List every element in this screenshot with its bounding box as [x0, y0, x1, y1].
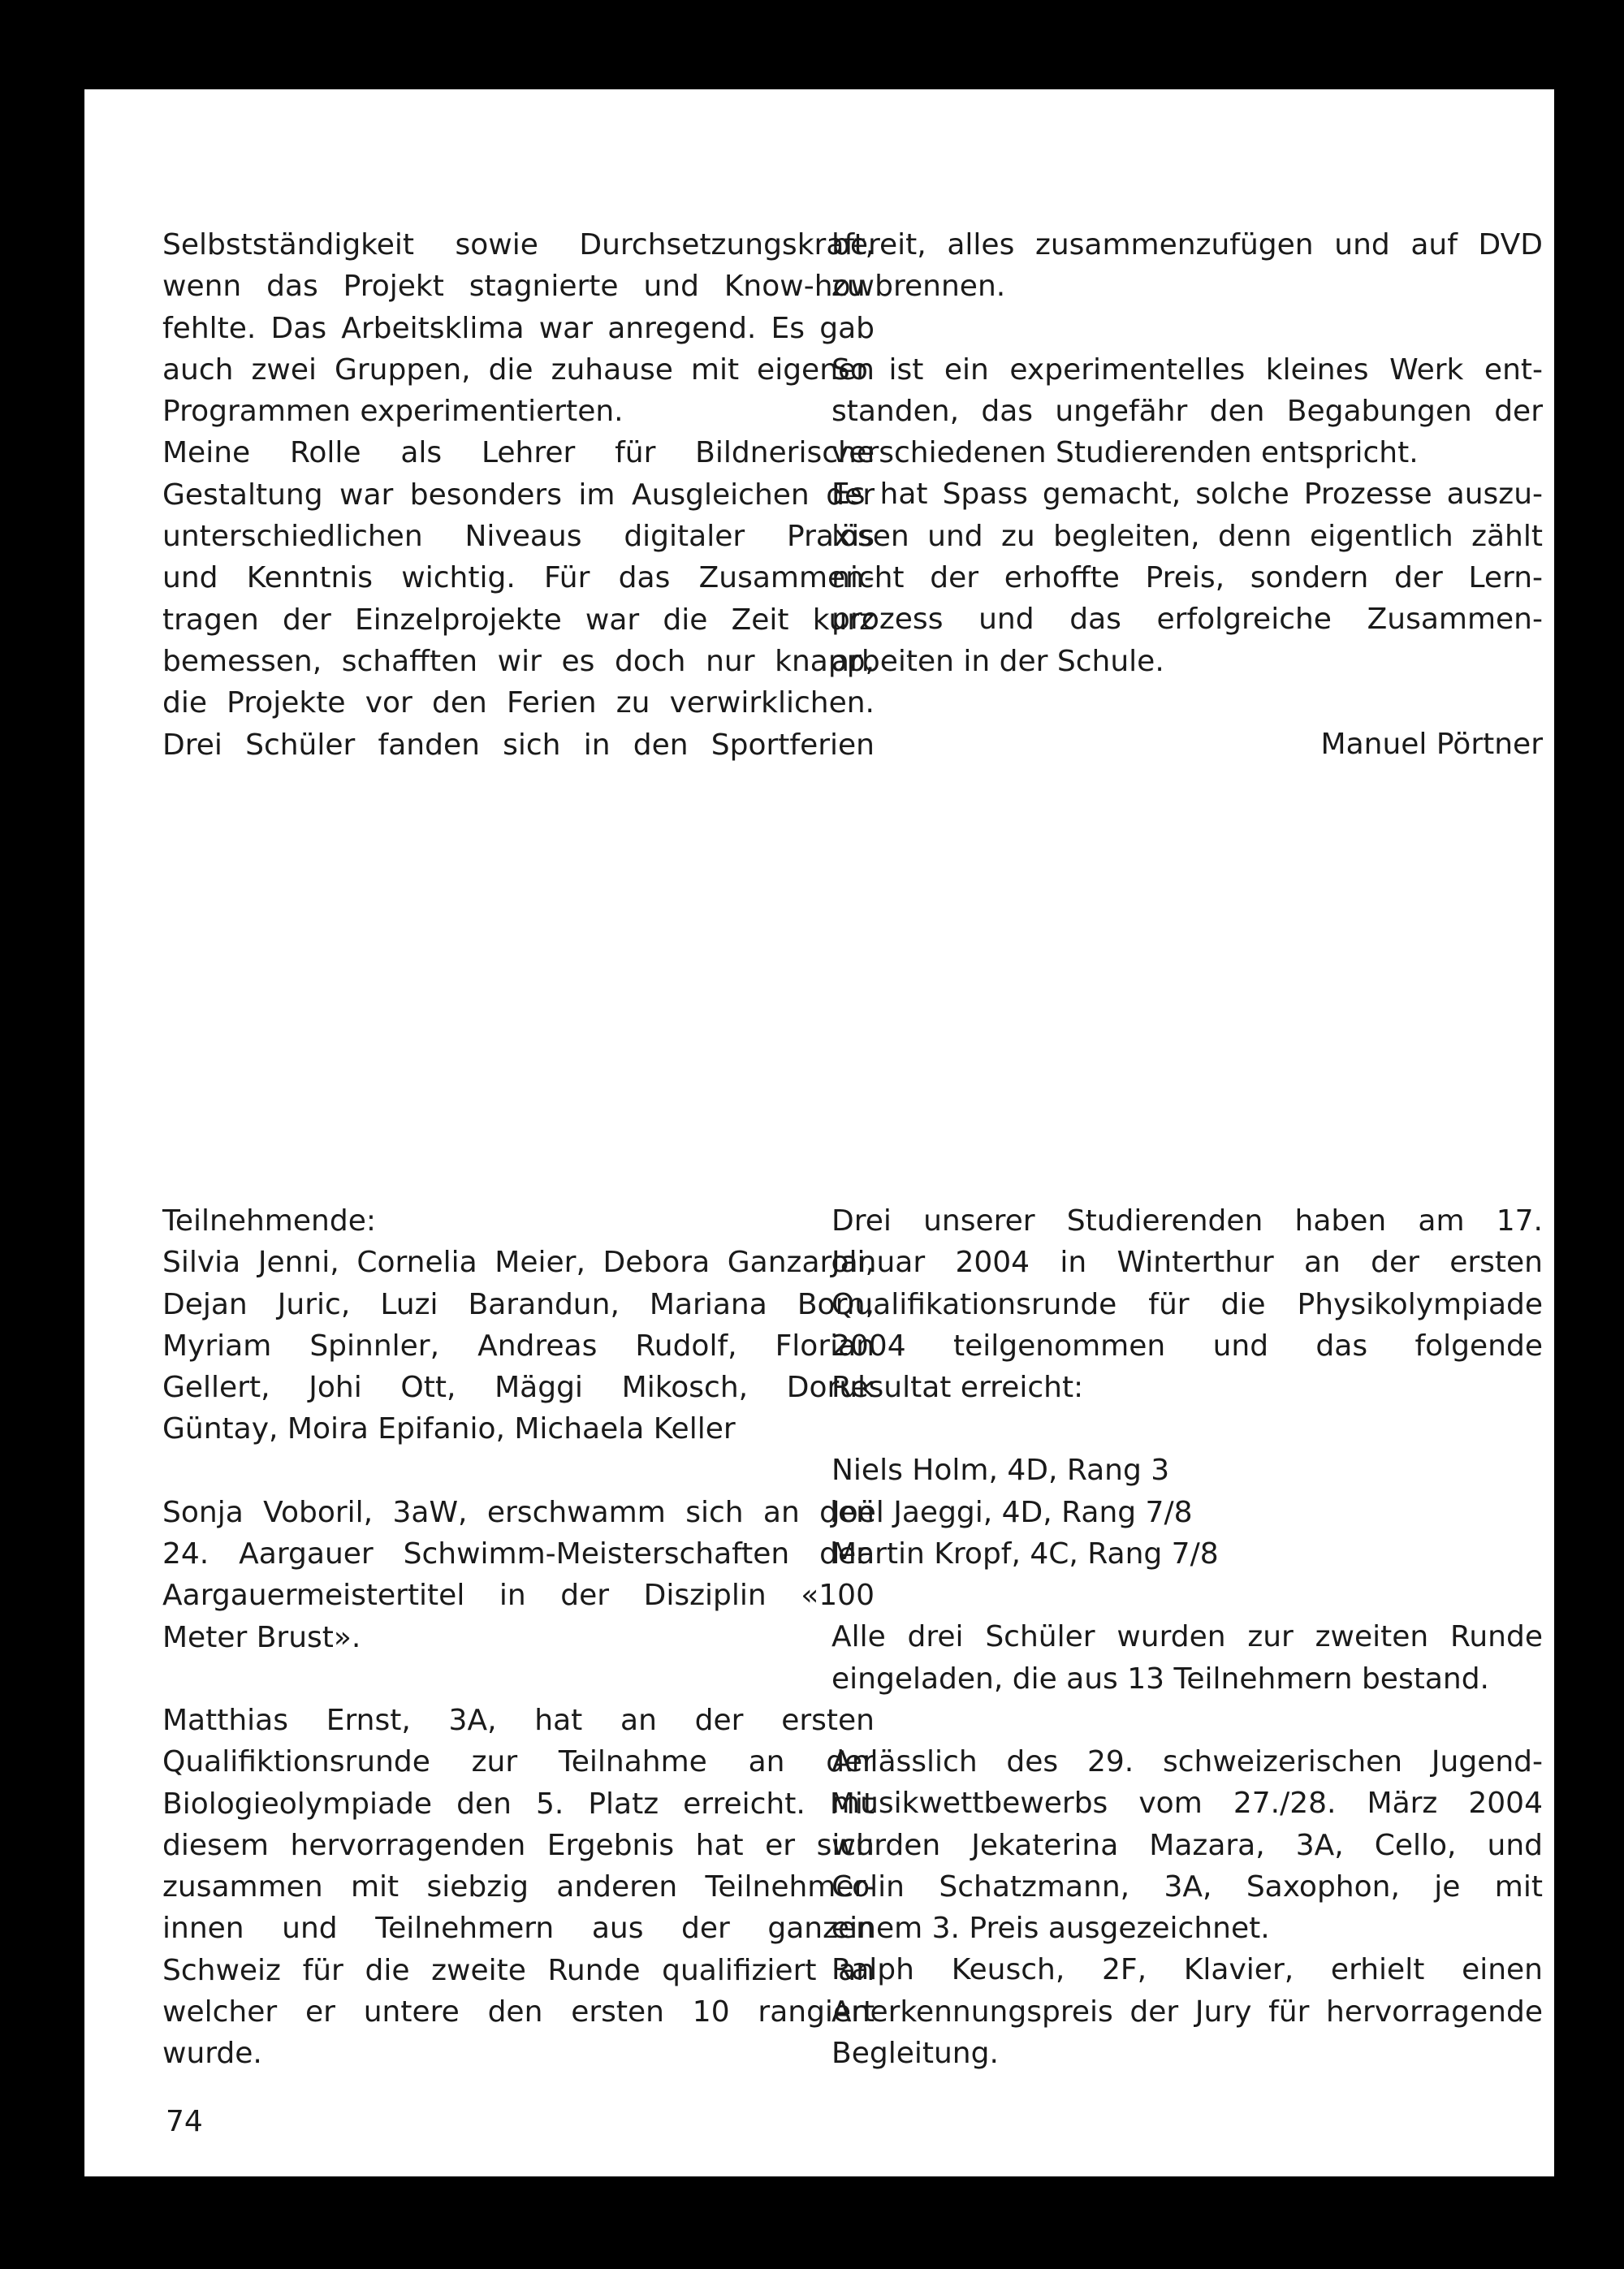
- text-line: nicht der erhoffte Preis, sondern der Lern-: [831, 561, 1543, 595]
- text-line: arbeiten in der Schule.: [831, 644, 1164, 678]
- text-line: Qualifiktionsrunde zur Teilnahme an der: [162, 1745, 875, 1779]
- text-line: Biologieolympiade den 5. Platz erreicht. Mit: [162, 1787, 875, 1821]
- text-line: Meine Rolle als Lehrer für Bildnerische: [162, 436, 875, 470]
- result-line: Martin Kropf, 4C, Rang 7/8: [831, 1537, 1219, 1571]
- text-line: diesem hervorragenden Ergebnis hat er sich: [162, 1828, 875, 1862]
- text-line: lösen und zu begleiten, denn eigentlich zählt: [831, 519, 1543, 553]
- text-line: Gellert, Johi Ott, Mäggi Mikosch, Doruk: [162, 1371, 875, 1405]
- text-line: Matthias Ernst, 3A, hat an der ersten: [162, 1703, 875, 1737]
- text-line: Dejan Juric, Luzi Barandun, Mariana Born,: [162, 1287, 875, 1321]
- text-line: Drei Schüler fanden sich in den Sportferien: [162, 728, 875, 762]
- text-line: Begleitung.: [831, 2037, 999, 2071]
- top-left-column: [162, 224, 875, 766]
- text-line: auch zwei Gruppen, die zuhause mit eigenen: [162, 352, 875, 387]
- result-line: Joël Jaeggi, 4D, Rang 7/8: [831, 1495, 1193, 1529]
- text-line: Anlässlich des 29. schweizerischen Jugend-: [831, 1744, 1543, 1778]
- text-line: bemessen, schafften wir es doch nur knapp,: [162, 644, 875, 678]
- text-line: 2004 teilgenommen und das folgende: [831, 1329, 1543, 1363]
- text-line: Ralph Keusch, 2F, Klavier, erhielt einen: [831, 1953, 1543, 1987]
- text-line: So ist ein experimentelles kleines Werk ent-: [831, 352, 1543, 387]
- text-line: Schweiz für die zweite Runde qualifiziert an: [162, 1953, 875, 1987]
- text-line: Es hat Spass gemacht, solche Prozesse auszu-: [831, 478, 1543, 512]
- participants-heading: Teilnehmende:: [162, 1204, 376, 1238]
- text-line: Güntay, Moira Epifanio, Michaela Keller: [162, 1412, 736, 1446]
- text-line: Januar 2004 in Winterthur an der ersten: [831, 1246, 1543, 1280]
- text-line: Silvia Jenni, Cornelia Meier, Debora Ganzaroli,: [162, 1246, 875, 1280]
- text-line: einem 3. Preis ausgezeichnet.: [831, 1912, 1270, 1946]
- text-line: unterschiedlichen Niveaus digitaler Praxis: [162, 520, 875, 554]
- text-line: Sonja Voboril, 3aW, erschwamm sich an den: [162, 1495, 875, 1529]
- text-line: zu brennen.: [831, 270, 1006, 304]
- text-line: Programmen experimentierten.: [162, 395, 624, 429]
- text-line: musikwettbewerbs vom 27./28. März 2004: [831, 1787, 1543, 1821]
- text-line: Selbstständigkeit sowie Durchsetzungskraft,: [162, 228, 875, 261]
- text-line: verschiedenen Studierenden entspricht.: [831, 436, 1419, 470]
- text-line: tragen der Einzelprojekte war die Zeit kurz: [162, 603, 875, 637]
- text-line: eingeladen, die aus 13 Teilnehmern bestand.: [831, 1662, 1489, 1696]
- top-right-column: [831, 224, 1543, 765]
- text-line: Meter Brust».: [162, 1620, 361, 1654]
- text-line: 24. Aargauer Schwimm-Meisterschaften den: [162, 1537, 875, 1571]
- text-line: Alle drei Schüler wurden zur zweiten Runde: [831, 1620, 1543, 1654]
- text-line: wenn das Projekt stagnierte und Know-how: [162, 270, 875, 304]
- text-line: zusammen mit siebzig anderen Teilnehmer-: [162, 1870, 875, 1904]
- text-line: wurde.: [162, 2037, 262, 2071]
- text-line: und Kenntnis wichtig. Für das Zusammen-: [162, 561, 875, 595]
- page-number: 74: [166, 2105, 203, 2138]
- bottom-left-column: [162, 1200, 875, 2075]
- text-line: Myriam Spinnler, Andreas Rudolf, Florian: [162, 1329, 875, 1363]
- author-signature: Manuel Pörtner: [1320, 727, 1543, 761]
- text-line: bereit, alles zusammenzufügen und auf DVD: [831, 228, 1543, 261]
- text-line: wurden Jekaterina Mazara, 3A, Cello, und: [831, 1828, 1543, 1862]
- text-line: standen, das ungefähr den Begabungen der: [831, 394, 1543, 428]
- text-line: Gestaltung war besonders im Ausgleichen der: [162, 478, 875, 512]
- page-sheet: [84, 89, 1554, 2176]
- text-line: Drei unserer Studierenden haben am 17.: [831, 1204, 1543, 1238]
- text-line: Aargauermeistertitel in der Disziplin «100: [162, 1579, 875, 1613]
- text-line: die Projekte vor den Ferien zu verwirklichen.: [162, 686, 875, 720]
- text-line: Anerkennungspreis der Jury für hervorragende: [831, 1995, 1543, 2029]
- result-line: Niels Holm, 4D, Rang 3: [831, 1454, 1170, 1488]
- text-line: prozess und das erfolgreiche Zusammen-: [831, 603, 1543, 637]
- text-line: welcher er untere den ersten 10 rangiert: [162, 1995, 875, 2029]
- bottom-right-column: [831, 1200, 1543, 2074]
- text-line: Resultat erreicht:: [831, 1371, 1084, 1405]
- text-line: Qualifikationsrunde für die Physikolympiade: [831, 1287, 1543, 1321]
- text-line: Colin Schatzmann, 3A, Saxophon, je mit: [831, 1869, 1543, 1904]
- text-line: fehlte. Das Arbeitsklima war anregend. Es gab: [162, 311, 875, 345]
- text-line: innen und Teilnehmern aus der ganzen: [162, 1912, 875, 1946]
